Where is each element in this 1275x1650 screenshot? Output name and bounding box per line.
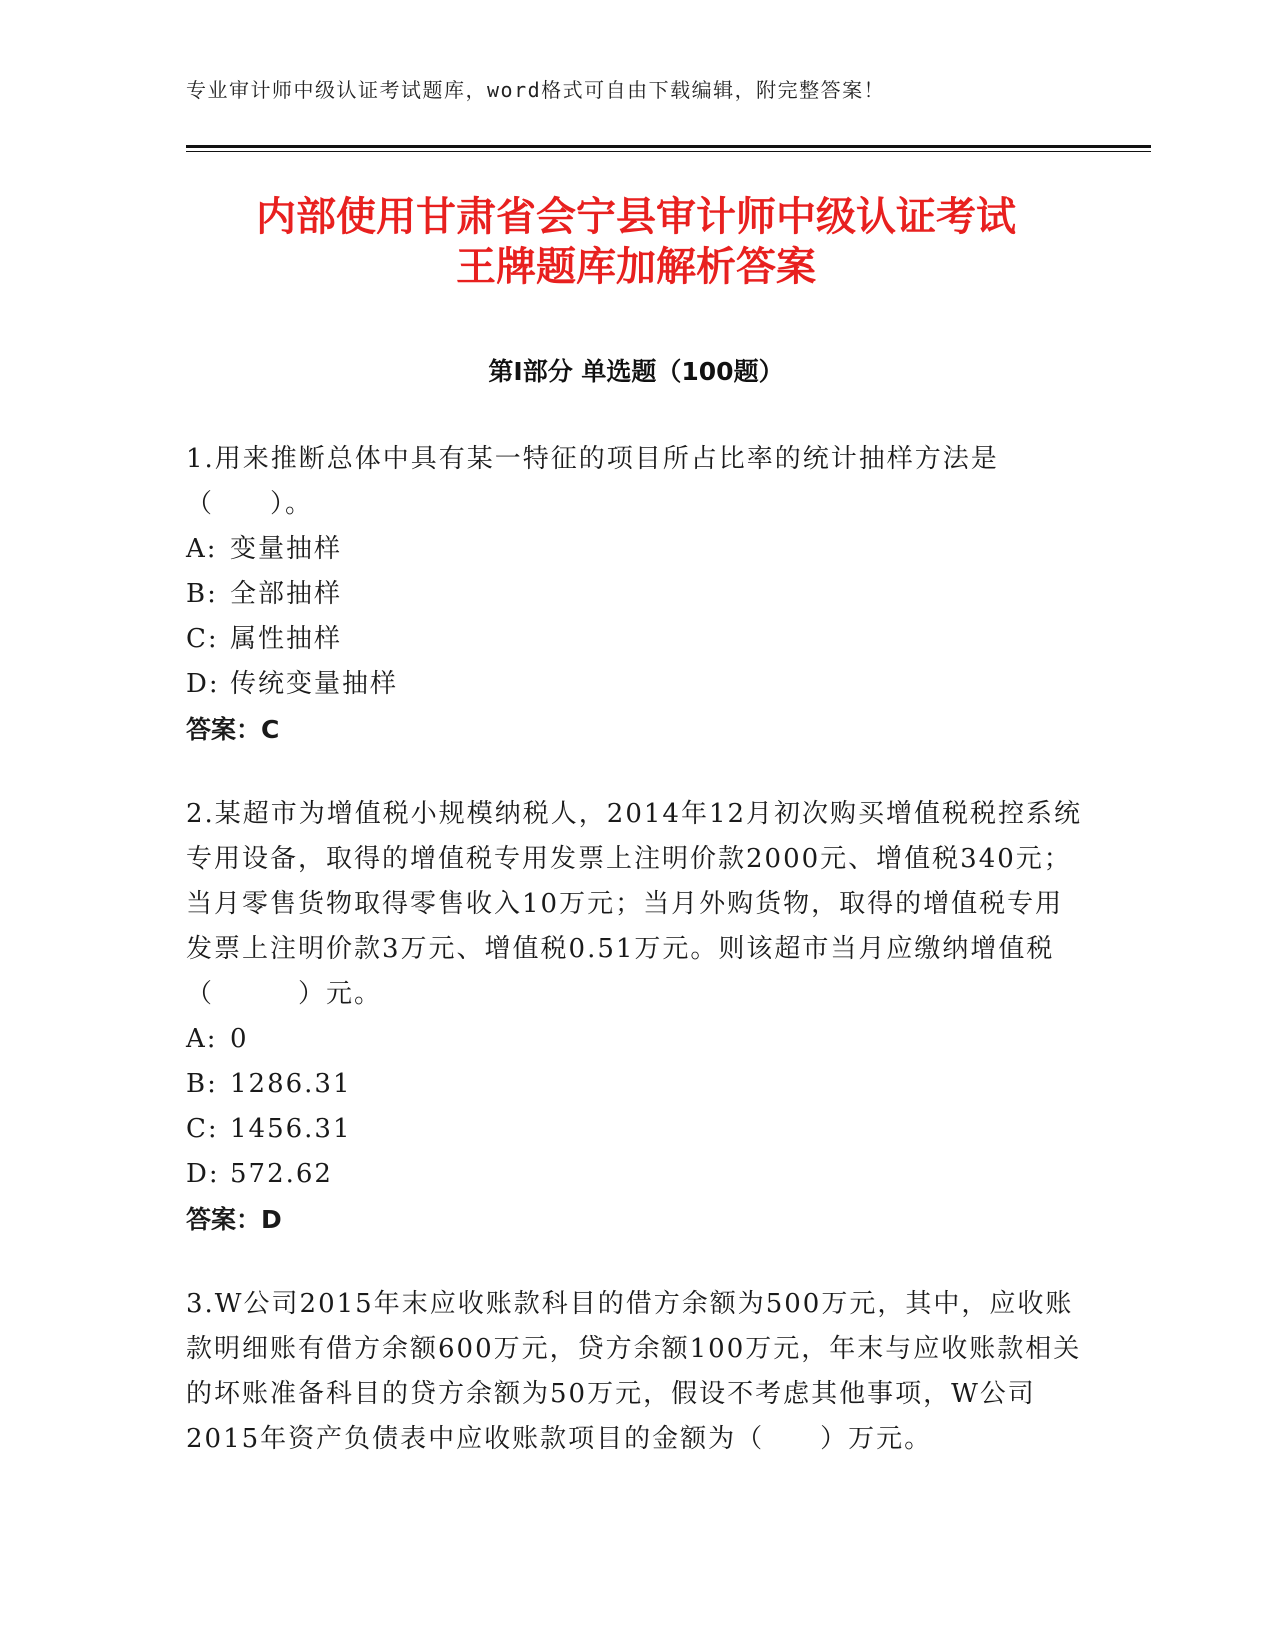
question-stem: 1.用来推断总体中具有某一特征的项目所占比率的统计抽样方法是（ ）。 bbox=[186, 444, 999, 519]
option-key: D: bbox=[186, 1159, 220, 1189]
option-d bbox=[186, 662, 1086, 707]
option-key: B: bbox=[186, 1069, 218, 1099]
option-d bbox=[186, 1152, 1086, 1197]
question-2 bbox=[186, 792, 1086, 1242]
option-c bbox=[186, 617, 1086, 662]
answer: 答案：C bbox=[186, 715, 280, 744]
option-b bbox=[186, 1062, 1086, 1107]
question-3 bbox=[186, 1282, 1086, 1462]
option-b bbox=[186, 572, 1086, 617]
header-rule-thin bbox=[186, 151, 1151, 152]
title-line-2: 王牌题库加解析答案 bbox=[456, 244, 816, 290]
option-text: 572.62 bbox=[230, 1159, 333, 1189]
title-line-1: 内部使用甘肃省会宁县审计师中级认证考试 bbox=[256, 194, 1016, 240]
option-text: 传统变量抽样 bbox=[230, 669, 399, 699]
option-text: 变量抽样 bbox=[230, 534, 343, 564]
question-stem: 2.某超市为增值税小规模纳税人，2014年12月初次购买增值税税控系统专用设备，取得的增值税专用发票上注明价款2000元、增值税340元；当月零售货物取得零售收入10万元；当月外购货物，取得的增值税专用发票上注明价款3万元、增值税0.51万元。则该超市当月应缴纳增值税（ ）元。 bbox=[186, 799, 1083, 1009]
answer: 答案：D bbox=[186, 1205, 282, 1234]
option-text: 1286.31 bbox=[230, 1069, 352, 1099]
option-key: C: bbox=[186, 1114, 219, 1144]
option-a bbox=[186, 527, 1086, 572]
option-key: B: bbox=[186, 579, 218, 609]
section-heading: 第Ⅰ部分 单选题（100题） bbox=[488, 357, 784, 386]
header-rule-thick bbox=[186, 145, 1151, 148]
question-list bbox=[186, 437, 1086, 1502]
option-key: D: bbox=[186, 669, 220, 699]
option-text: 全部抽样 bbox=[230, 579, 343, 609]
option-key: A: bbox=[186, 534, 218, 564]
option-key: A: bbox=[186, 1024, 218, 1054]
page-header: 专业审计师中级认证考试题库，word格式可自由下载编辑，附完整答案！ bbox=[186, 78, 886, 102]
option-text: 0 bbox=[230, 1024, 249, 1054]
question-stem: 3.W公司2015年末应收账款科目的借方余额为500万元，其中，应收账款明细账有借方余额600万元，贷方余额100万元，年末与应收账款相关的坏账准备科目的贷方余额为50万元，假设不考虑其他事项，W公司2015年资产负债表中应收账款项目的金额为（ ）万元。 bbox=[186, 1289, 1082, 1454]
option-text: 1456.31 bbox=[230, 1114, 352, 1144]
document-title bbox=[186, 192, 1086, 292]
option-text: 属性抽样 bbox=[230, 624, 343, 654]
question-1 bbox=[186, 437, 1086, 752]
option-a bbox=[186, 1017, 1086, 1062]
option-key: C: bbox=[186, 624, 219, 654]
option-c bbox=[186, 1107, 1086, 1152]
